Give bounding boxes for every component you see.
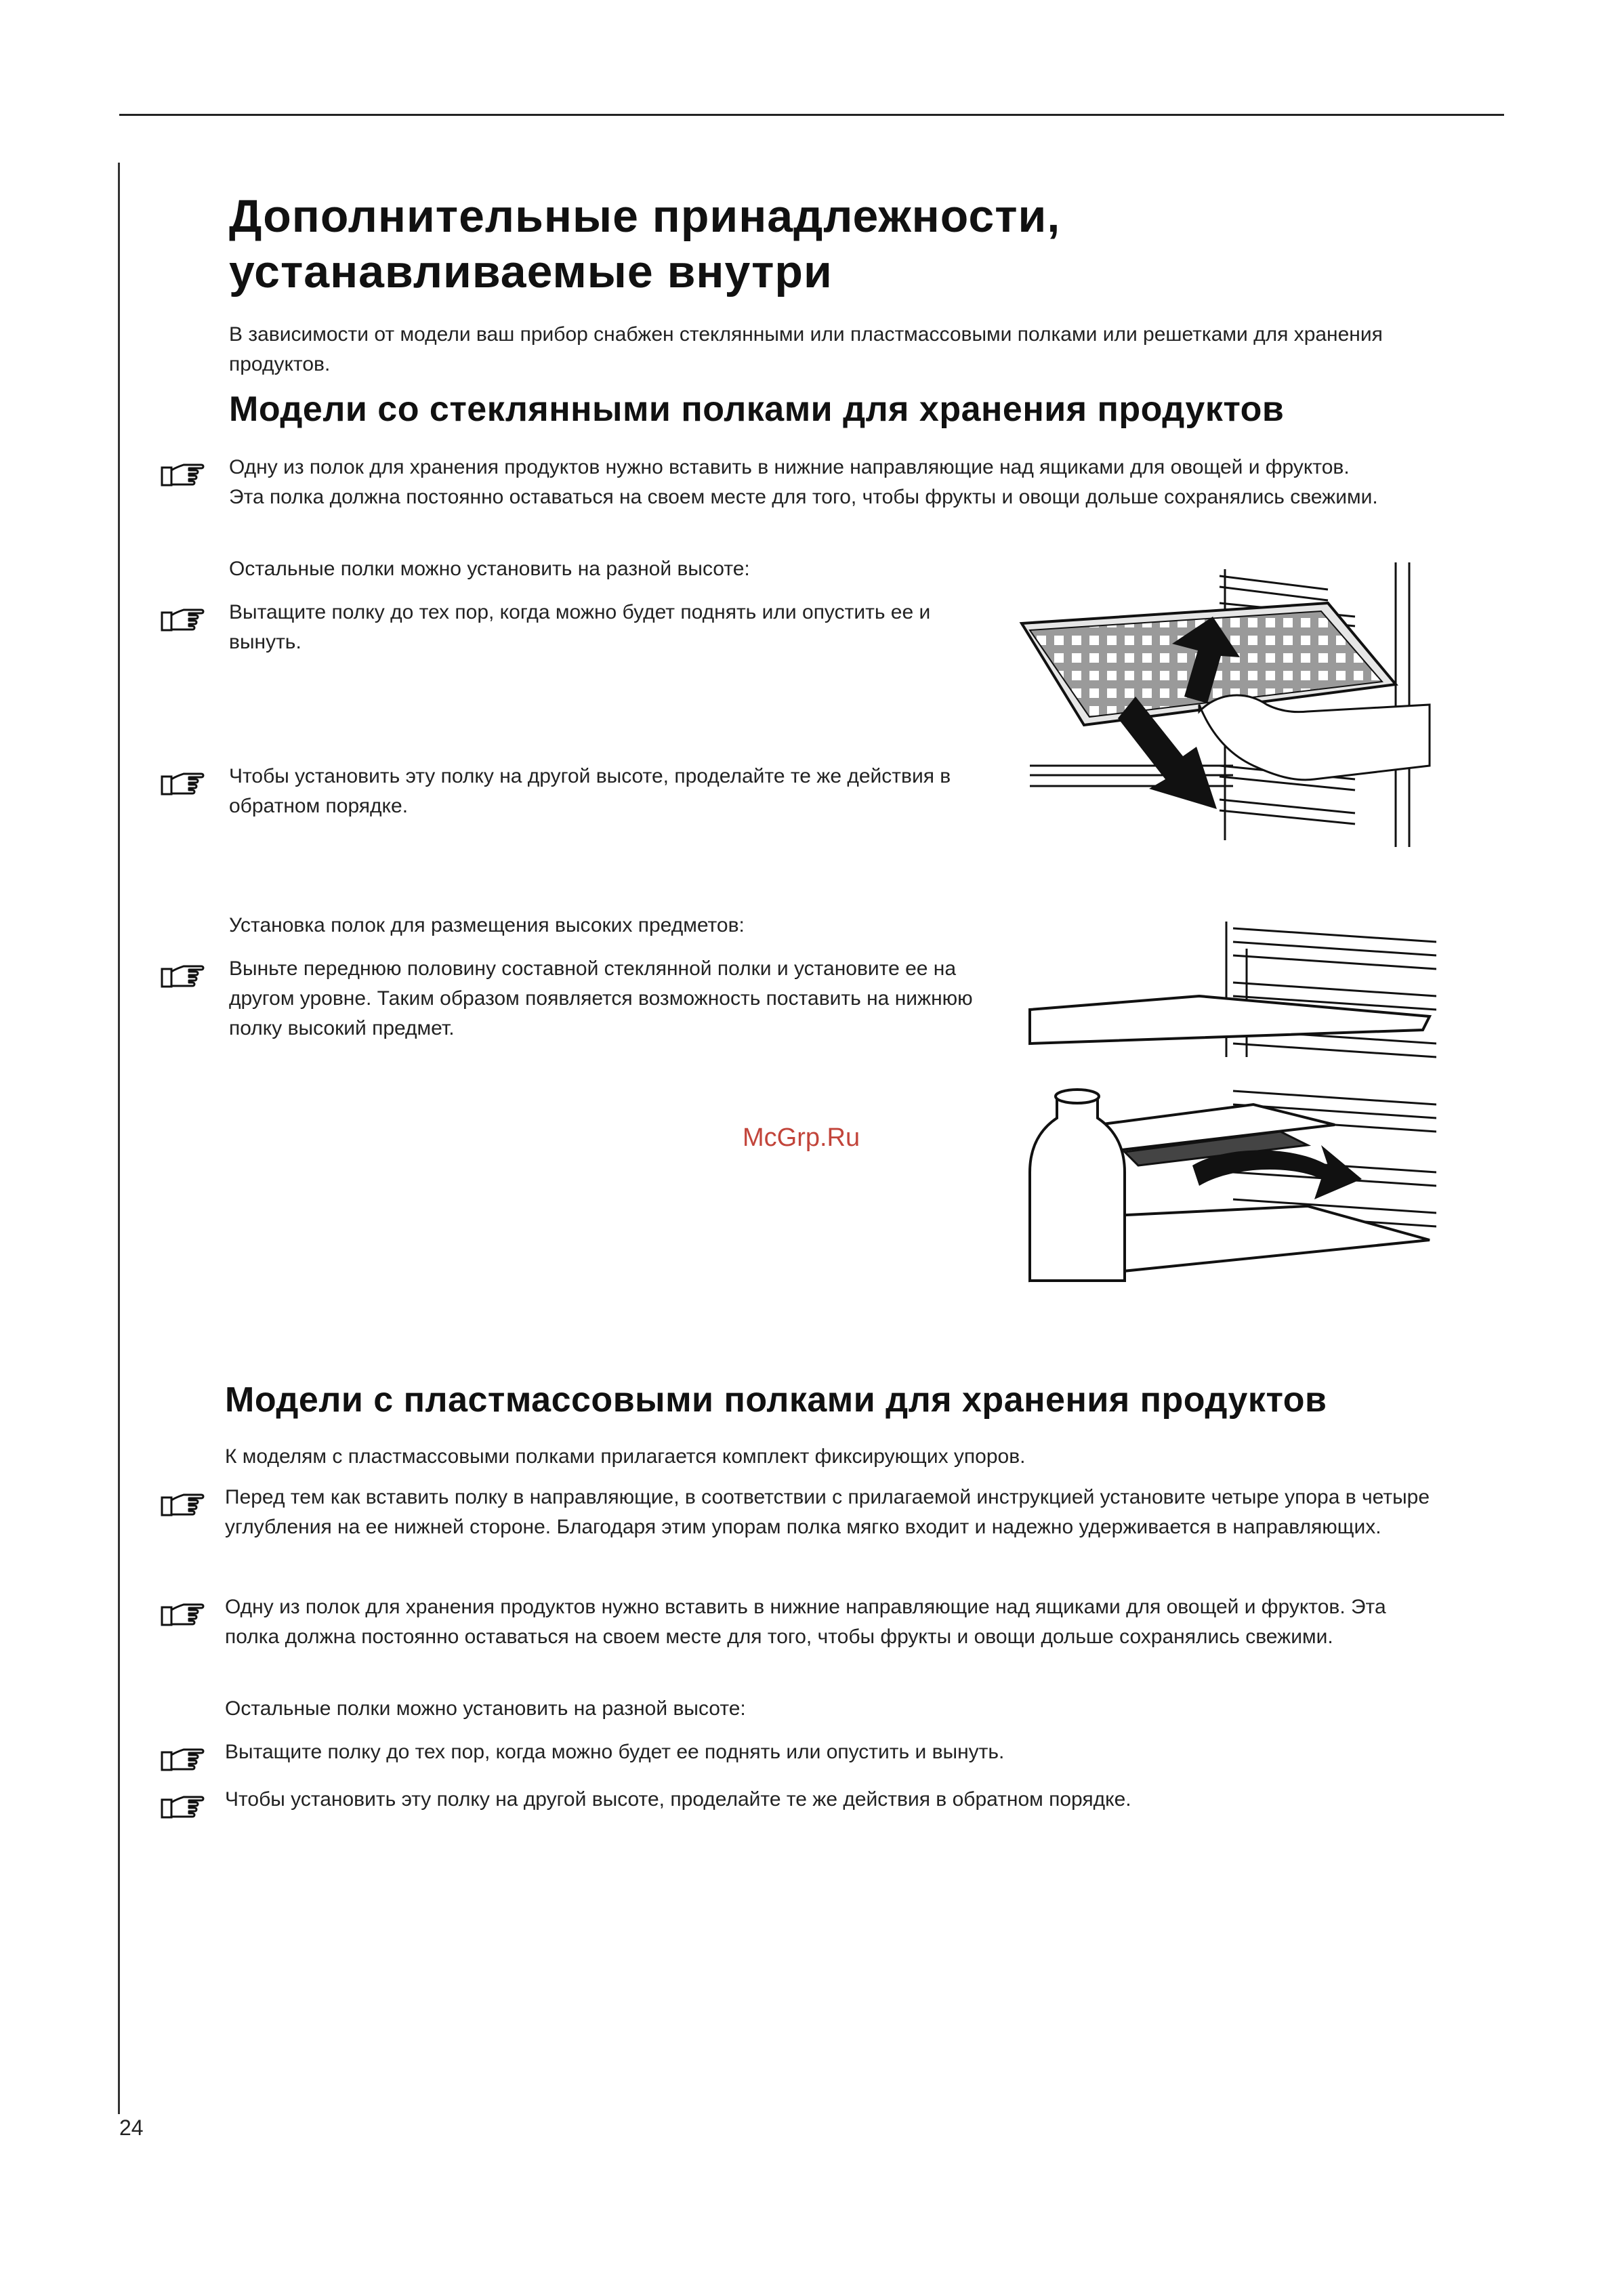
plastic-section-heading: Модели с пластмассовыми полками для хранения продуктов <box>225 1380 1327 1420</box>
glass-bullet-4: Выньте переднюю половину составной стеклянной полки и установите ее на другом уровне. Таким образом появляется возможность поставить на нижнюю полку высокий предмет. <box>229 957 973 1039</box>
pointing-hand-icon <box>160 604 206 634</box>
glass-bullet-1: Одну из полок для хранения продуктов нужно вставить в нижние направляющие над ящиками для овощей и фруктов. Эта полка должна постоянно оставаться на своем месте для того, чтобы фрукты и овощи дольше сохранялись свежими. <box>229 456 1378 508</box>
tall-item-shelf-illustration <box>1023 922 1436 1301</box>
pointing-hand-icon <box>160 459 206 489</box>
intro-paragraph: В зависимости от модели ваш прибор снабжен стеклянными или пластмассовыми полками или решетками для хранения продуктов. <box>229 323 1383 375</box>
pointing-hand-icon <box>160 1489 206 1519</box>
top-rule <box>119 114 1504 116</box>
pointing-hand-icon <box>160 1792 206 1821</box>
glass-section-heading: Модели со стеклянными полками для хранения продуктов <box>229 390 1285 429</box>
pointing-hand-icon <box>160 1599 206 1629</box>
bottle-illustration <box>1030 1090 1125 1281</box>
plastic-bullet-4: Чтобы установить эту полку на другой высоте, проделайте те же действия в обратном порядке. <box>225 1788 1131 1811</box>
page-title-line2: устанавливаемые внутри <box>229 246 833 297</box>
plastic-bullet-1: Перед тем как вставить полку в направляющие, в соответствии с прилагаемой инструкцией установите четыре упора в четыре углубления на ее нижней стороне. Благодаря этим упорам полка мягко входит и надежно удерживается в направляющих. <box>225 1486 1430 1538</box>
upper-shelf <box>1030 996 1430 1044</box>
left-margin-rule <box>118 163 120 2114</box>
pointing-hand-icon <box>160 1744 206 1774</box>
shelf-removal-illustration <box>1016 562 1436 847</box>
plastic-bullet-3: Вытащите полку до тех пор, когда можно будет ее поднять или опустить и вынуть. <box>225 1741 1005 1763</box>
plastic-intro: К моделям с пластмассовыми полками прилагается комплект фиксирующих упоров. <box>225 1445 1026 1468</box>
watermark: McGrp.Ru <box>743 1123 860 1152</box>
plastic-note: Остальные полки можно установить на разной высоте: <box>225 1697 746 1720</box>
plastic-bullet-2: Одну из полок для хранения продуктов нужно вставить в нижние направляющие над ящиками для овощей и фруктов. Эта полка должна постоянно оставаться на своем месте для того, чтобы фрукты и овощи дольше сохранялись свежими. <box>225 1596 1386 1648</box>
glass-bullet-2: Вытащите полку до тех пор, когда можно будет поднять или опустить ее и вынуть. <box>229 601 931 653</box>
page-title-line1: Дополнительные принадлежности, <box>229 190 1061 242</box>
glass-bullet-3: Чтобы установить эту полку на другой высоте, проделайте те же действия в обратном порядке. <box>229 765 951 817</box>
glass-note-2: Установка полок для размещения высоких предметов: <box>229 914 745 936</box>
page-number: 24 <box>119 2115 144 2140</box>
pointing-hand-icon <box>160 961 206 991</box>
pointing-hand-icon <box>160 768 206 798</box>
glass-note-1: Остальные полки можно установить на разной высоте: <box>229 558 750 580</box>
